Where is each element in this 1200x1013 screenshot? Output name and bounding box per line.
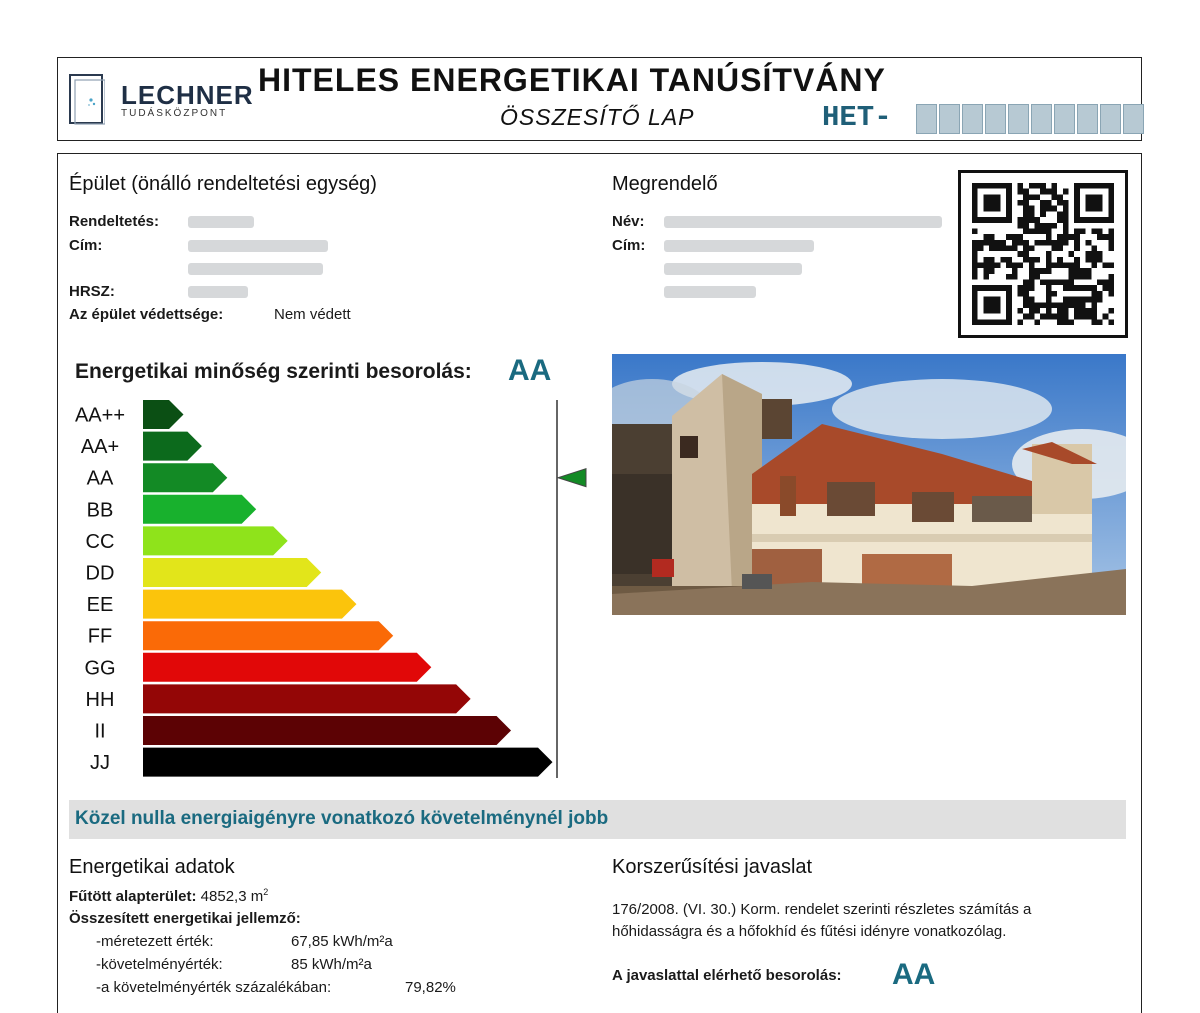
hrsz-label: HRSZ: bbox=[69, 283, 115, 300]
class-label: EE bbox=[86, 594, 114, 617]
heated-area-row bbox=[69, 887, 268, 905]
purpose-label: Rendeltetés: bbox=[69, 213, 160, 230]
requirement-value: 85 kWh/m²a bbox=[291, 956, 372, 973]
class-bar-jj bbox=[143, 748, 553, 777]
current-class-arrow-icon bbox=[558, 469, 586, 487]
building-address-label: Cím: bbox=[69, 237, 103, 254]
class-label: DD bbox=[85, 562, 115, 585]
class-label: CC bbox=[85, 530, 115, 553]
client-address-label: Cím: bbox=[612, 237, 646, 254]
client-heading: Megrendelő bbox=[612, 173, 718, 195]
client-name-redacted bbox=[664, 216, 942, 228]
class-label: HH bbox=[85, 688, 115, 711]
building-address-redacted-1 bbox=[188, 240, 328, 252]
building-heading: Épület (önálló rendeltetési egység) bbox=[69, 173, 377, 195]
class-bar-dd bbox=[143, 558, 321, 587]
client-address-redacted-3 bbox=[664, 286, 756, 298]
nzeb-text: Közel nulla energiaigényre vonatkozó követelménynél jobb bbox=[75, 808, 609, 829]
energy-heading: Energetikai adatok bbox=[69, 856, 235, 878]
calculated-value: 67,85 kWh/m²a bbox=[291, 933, 393, 950]
renovation-text-line-1: 176/2008. (VI. 30.) Korm. rendelet szerinti részletes számítás a bbox=[612, 901, 1032, 918]
renovation-heading: Korszerűsítési javaslat bbox=[612, 856, 813, 878]
client-name-label: Név: bbox=[612, 213, 645, 230]
logo-name: LECHNER bbox=[121, 80, 254, 110]
page-title: HITELES ENERGETIKAI TANÚSÍTVÁNY bbox=[258, 62, 886, 98]
energy-scale bbox=[60, 398, 600, 782]
certificate-id-prefix: HET- bbox=[822, 101, 892, 134]
heated-area-label: Fűtött alapterület: bbox=[69, 888, 197, 905]
purpose-redacted bbox=[188, 216, 254, 228]
class-label: BB bbox=[86, 499, 114, 522]
protection-label: Az épület védettsége: bbox=[69, 306, 224, 323]
lechner-logo-icon bbox=[69, 74, 105, 126]
achievable-label: A javaslattal elérhető besorolás: bbox=[612, 967, 842, 984]
heated-area-value: 4852,3 m bbox=[200, 888, 264, 905]
renovation-text-line-2: hőhidasságra és a hőfokhíd és fűtési idényre vonatkozólag. bbox=[612, 923, 1007, 940]
class-label: GG bbox=[84, 657, 116, 680]
heated-area-unit-sup: 2 bbox=[263, 887, 269, 897]
building-address-redacted-2 bbox=[188, 263, 323, 275]
class-bar-hh bbox=[143, 684, 471, 713]
class-bar-gg bbox=[143, 653, 431, 682]
hrsz-redacted bbox=[188, 286, 248, 298]
class-label: JJ bbox=[90, 752, 110, 775]
requirement-label: -követelményérték: bbox=[96, 956, 223, 973]
qr-code-icon bbox=[972, 183, 1114, 325]
class-label: AA++ bbox=[74, 404, 126, 427]
client-address-redacted-1 bbox=[664, 240, 814, 252]
class-bar-ii bbox=[143, 716, 511, 745]
calculated-label: -méretezett érték: bbox=[96, 933, 214, 950]
class-bar-cc bbox=[143, 526, 288, 555]
class-bar-aaplus bbox=[143, 432, 202, 461]
rating-heading: Energetikai minőség szerinti besorolás: bbox=[75, 360, 472, 383]
class-label: FF bbox=[87, 625, 113, 648]
percentage-value: 79,82% bbox=[405, 979, 456, 996]
client-address-redacted-2 bbox=[664, 263, 802, 275]
summary-label: Összesített energetikai jellemző: bbox=[69, 910, 301, 927]
class-label: AA bbox=[86, 467, 114, 490]
page-subtitle: ÖSSZESÍTŐ LAP bbox=[500, 104, 695, 130]
certificate-id-redacted bbox=[916, 104, 1144, 134]
achievable-value: AA bbox=[892, 958, 936, 991]
protection-value: Nem védett bbox=[274, 306, 351, 323]
rating-value: AA bbox=[508, 354, 552, 387]
class-bar-ee bbox=[143, 590, 356, 619]
logo-subtitle: TUDÁSKÖZPONT bbox=[121, 108, 228, 119]
class-bar-bb bbox=[143, 495, 256, 524]
building-photo bbox=[612, 354, 1126, 615]
class-bar-aa bbox=[143, 463, 227, 492]
class-bar-ff bbox=[143, 621, 393, 650]
class-label: AA+ bbox=[80, 436, 120, 459]
class-label: II bbox=[94, 720, 106, 743]
percentage-label: -a követelményérték százalékában: bbox=[96, 979, 332, 996]
class-bar-aaplusplus bbox=[143, 400, 184, 429]
